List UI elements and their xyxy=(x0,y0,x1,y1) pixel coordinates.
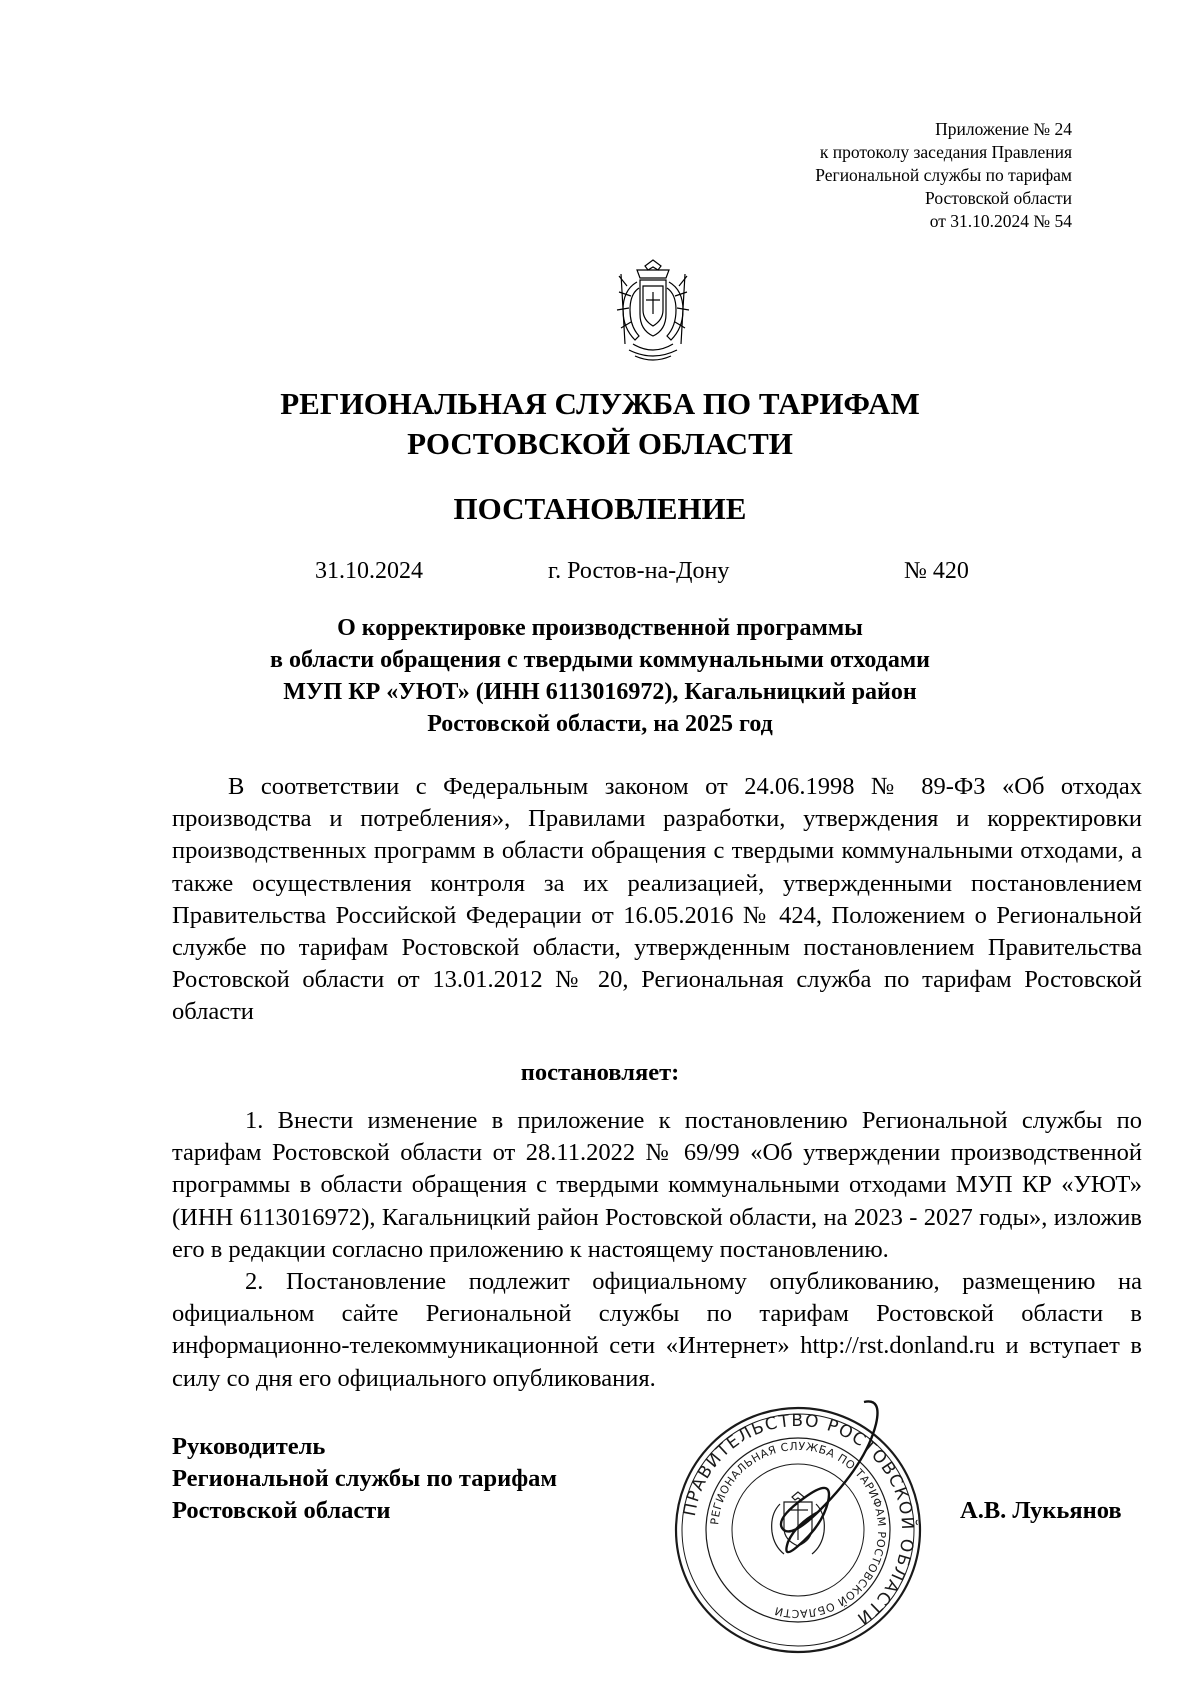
appendix-note xyxy=(815,118,1072,233)
decree-items xyxy=(172,1105,1142,1395)
appendix-line: к протоколу заседания Правления xyxy=(819,142,1072,162)
decree-item: 2. Постановление подлежит официальному опубликованию, размещению на официальном сайте Региональной службы по тарифам Ростовской области в информационно-телекоммуникационной сети «Интернет» http://rst.donland.ru и вступает в силу со дня его официального опубликования. xyxy=(172,1268,1142,1392)
signer-title-line: Региональной службы по тарифам xyxy=(172,1465,558,1493)
document-type: ПОСТАНОВЛЕНИЕ xyxy=(453,491,747,526)
decree-word: постановляет: xyxy=(520,1059,680,1086)
document-date: 31.10.2024 xyxy=(315,558,423,584)
subject-line: в области обращения с твердыми коммунальными отходами xyxy=(269,647,930,673)
appendix-line: Региональной службы по тарифам xyxy=(815,165,1072,185)
signer-name: А.В. Лукьянов xyxy=(960,1497,1122,1524)
document-subject xyxy=(0,612,1200,740)
appendix-line: Ростовской области xyxy=(925,188,1072,208)
appendix-line: от 31.10.2024 № 54 xyxy=(929,211,1072,231)
preamble-paragraph: В соответствии с Федеральным законом от 24.06.1998 № 89-ФЗ «Об отходах производства и потребления», Правилами разработки, утверждения и корректировки производственных программ в области обращения с твердыми коммунальными отходами, а также осуществления контроля за их реализацией, утвержденными постановлением Правительства Российской Федерации от 16.05.2016 № 424, Положением о Региональной службе по тарифам Ростовской области, утвержденным постановлением Правительства Ростовской области от 13.01.2012 № 20, Региональная служба по тарифам Ростовской области xyxy=(172,773,1142,1026)
document-number: № 420 xyxy=(904,558,969,584)
signer-title-line: Руководитель xyxy=(172,1433,326,1460)
subject-line: О корректировке производственной программы xyxy=(337,615,863,641)
official-stamp xyxy=(668,1400,928,1660)
subject-line: МУП КР «УЮТ» (ИНН 6113016972), Кагальницкий район xyxy=(283,679,917,705)
decree-item: 1. Внести изменение в приложение к постановлению Региональной службы по тарифам Ростовской области от 28.11.2022 № 69/99 «Об утверждении производственной программы в области обращения с твердыми коммунальными отходами МУП КР «УЮТ» (ИНН 6113016972), Кагальницкий район Ростовской области, на 2023 - 2027 годы», изложив его в редакции согласно приложению к настоящему постановлению. xyxy=(172,1107,1142,1263)
signer-title-line: Ростовской области xyxy=(172,1497,391,1525)
signer-title xyxy=(172,1431,557,1528)
stamp-outer-text: ПРАВИТЕЛЬСТВО РОСТОВСКОЙ ОБЛАСТИ xyxy=(679,1410,918,1630)
coat-of-arms-icon xyxy=(607,256,699,366)
organization-line: РЕГИОНАЛЬНАЯ СЛУЖБА ПО ТАРИФАМ xyxy=(280,386,920,421)
organization-line: РОСТОВСКОЙ ОБЛАСТИ xyxy=(407,426,793,461)
subject-line: Ростовской области, на 2025 год xyxy=(427,711,773,737)
organization-name xyxy=(0,384,1200,464)
appendix-line: Приложение № 24 xyxy=(935,119,1072,139)
stamp-inner-text: РЕГИОНАЛЬНАЯ СЛУЖБА ПО ТАРИФАМ РОСТОВСКОЙ ОБЛАСТИ xyxy=(708,1439,889,1621)
document-city: г. Ростов-на-Дону xyxy=(548,558,730,584)
